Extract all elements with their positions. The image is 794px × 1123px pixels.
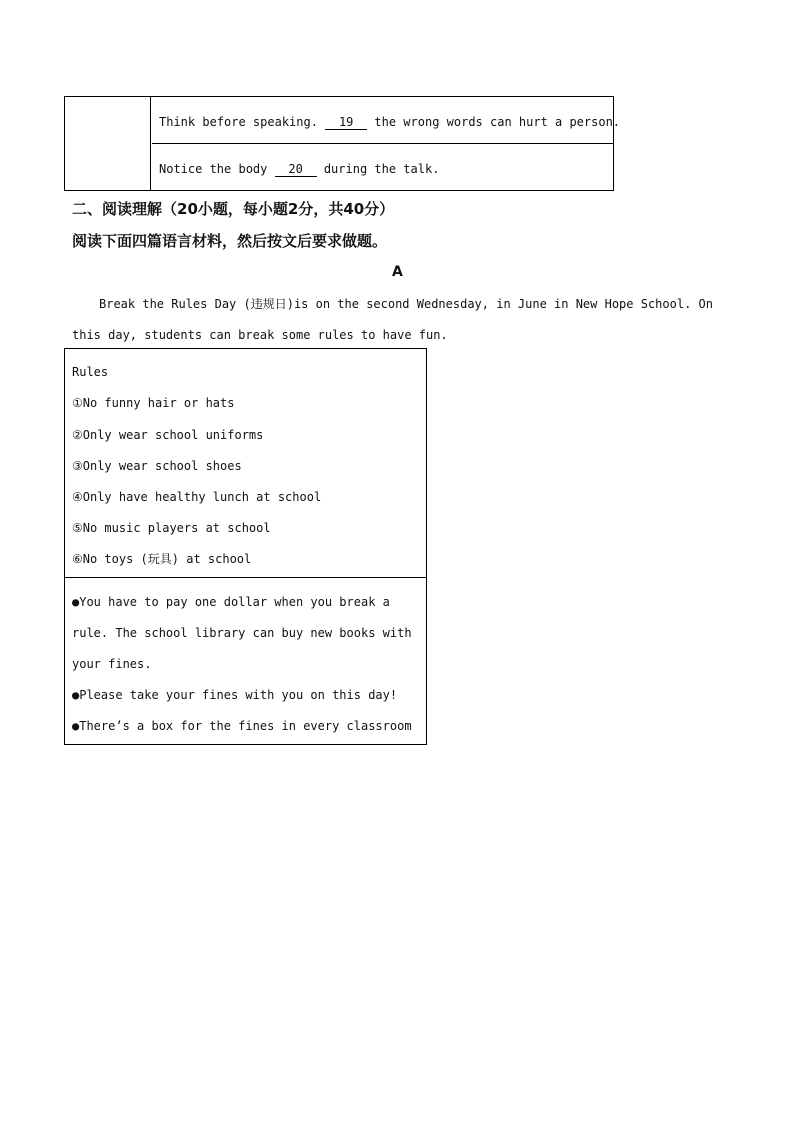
blank-20: 20	[275, 163, 317, 177]
row2-after: during the talk.	[316, 162, 440, 176]
passage-line: Break the Rules Day (违规日)is on the second Wednesday, in June in New Hope School. On	[99, 297, 713, 311]
section-instruction: 阅读下面四篇语言材料，然后按文后要求做题。	[72, 232, 388, 250]
note-line: your fines.	[72, 657, 152, 671]
rule-item: ②Only wear school uniforms	[72, 428, 264, 442]
table-row	[152, 144, 613, 190]
table-row-text	[159, 115, 620, 130]
row1-after: the wrong words can hurt a person.	[367, 115, 621, 129]
note-line: ●Please take your fines with you on this day!	[72, 688, 398, 702]
rule-item: ③Only wear school shoes	[72, 459, 242, 473]
question-table	[64, 96, 621, 191]
rules-heading: Rules	[72, 365, 109, 379]
section-title: 二、阅读理解（20小题，每小题2分，共40分）	[72, 200, 395, 218]
rule-item: ⑥No toys (玩具) at school	[72, 552, 252, 566]
rule-item: ①No funny hair or hats	[72, 396, 235, 410]
rule-item: ④Only have healthy lunch at school	[72, 490, 322, 504]
table-label-cell	[65, 97, 151, 190]
note-line: ●You have to pay one dollar when you break a	[72, 595, 390, 609]
table-row	[152, 97, 621, 144]
passage-letter: A	[392, 264, 403, 280]
rules-divider	[65, 577, 426, 578]
note-line: rule. The school library can buy new books with	[72, 626, 412, 640]
rule-item: ⑤No music players at school	[72, 521, 271, 535]
rules-box	[64, 348, 427, 745]
table-row-text	[159, 162, 439, 177]
blank-19: 19	[325, 116, 367, 130]
note-line: ●There’s a box for the fines in every classroom	[72, 719, 412, 733]
passage-line: this day, students can break some rules to have fun.	[72, 328, 448, 342]
row2-before: Notice the body	[159, 162, 275, 176]
row1-before: Think before speaking.	[159, 115, 326, 129]
